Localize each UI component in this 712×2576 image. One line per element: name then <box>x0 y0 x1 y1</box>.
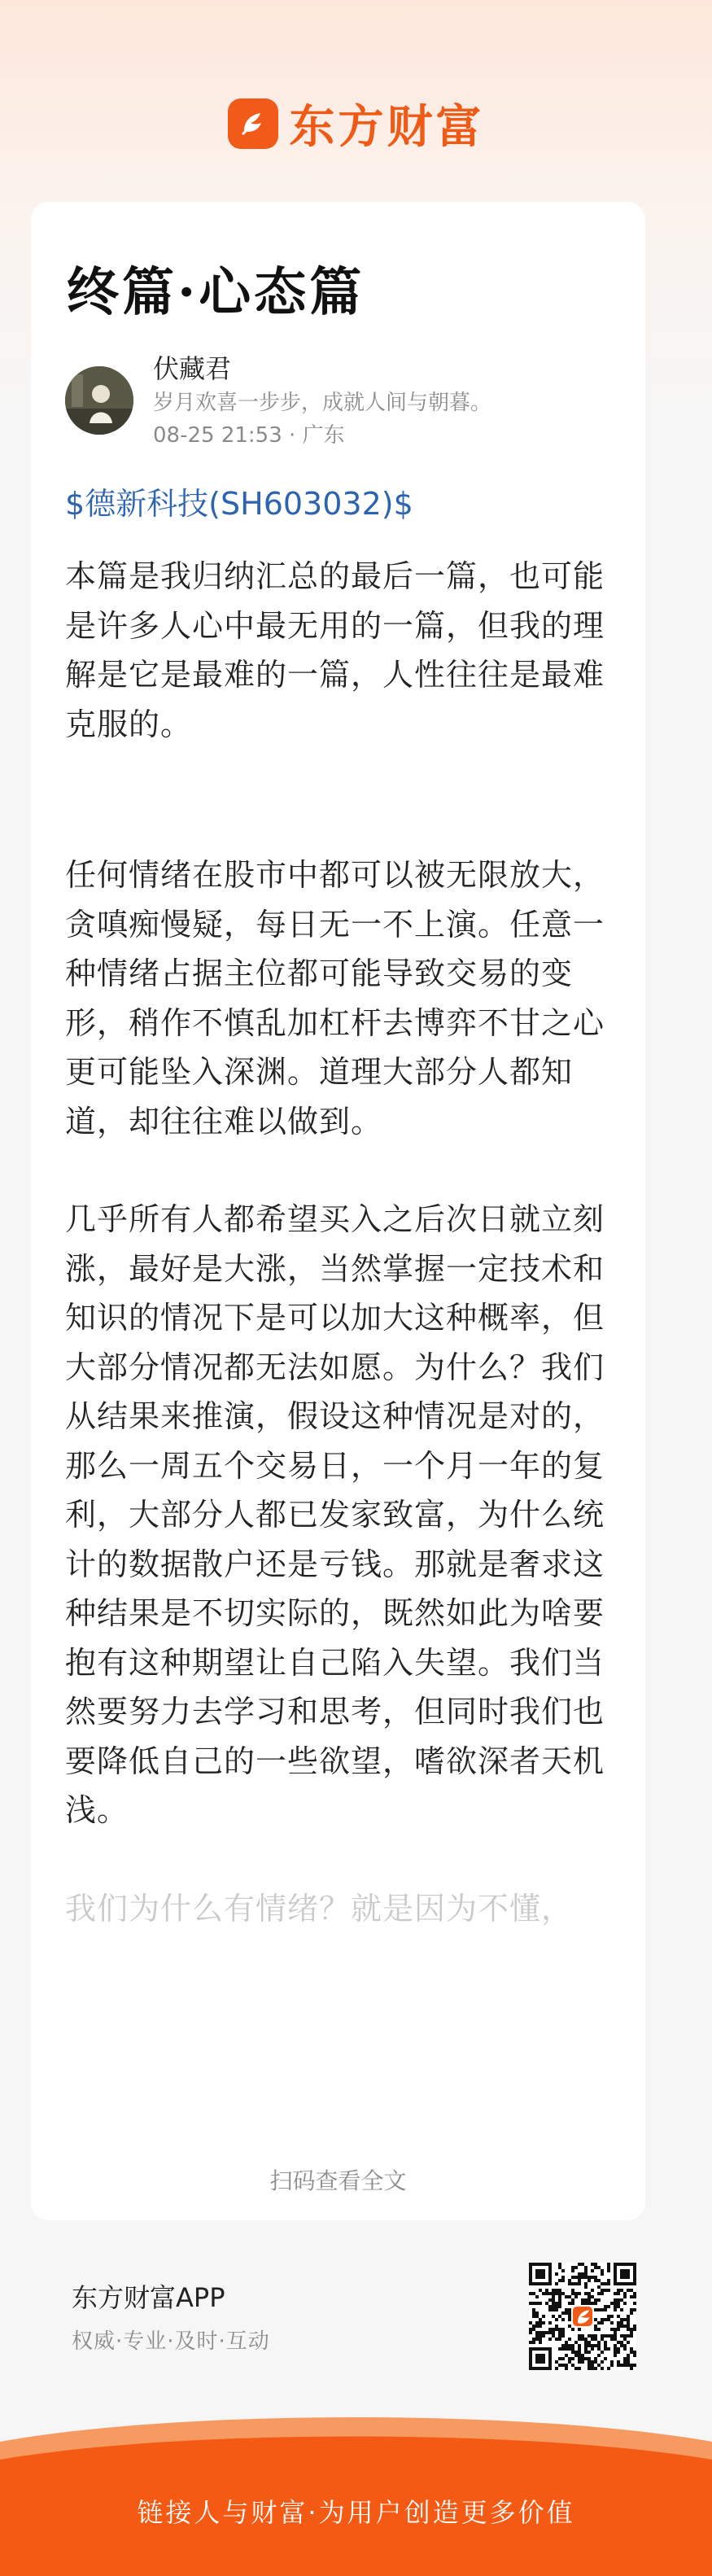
brand-name: 东方财富 <box>289 101 485 154</box>
paragraph: 本篇是我归纳汇总的最后一篇，也可能是许多人心中最无用的一篇，但我的理解是它是最难的一篇，人性往往是最难克服的。 <box>65 558 605 742</box>
author-info <box>65 348 618 446</box>
avatar[interactable] <box>65 366 133 435</box>
paragraph-truncated: 我们为什么有情绪？就是因为不懂， <box>65 1890 574 1927</box>
article-card <box>31 202 645 2220</box>
post-meta: 08-25 21:53 · 广东 <box>153 423 345 448</box>
content-fade <box>31 2033 645 2123</box>
paragraph: 任何情绪在股市中都可以被无限放大，贪嗔痴慢疑，每日无一不上演。任意一种情绪占据主位都可能导致交易的变形，稍作不慎乱加杠杆去博弈不甘之心更可能坠入深渊。道理大部分人都知道，却往往难以做到。 <box>65 857 605 1139</box>
qr-code-icon[interactable] <box>529 2263 636 2370</box>
stock-link[interactable]: $德新科技(SH603032)$ <box>65 486 413 522</box>
app-tags: 权威·专业·及时·互动 <box>72 2329 270 2354</box>
paragraph: 几乎所有人都希望买入之后次日就立刻涨，最好是大涨，当然掌握一定技术和知识的情况下是可以加大这种概率，但大部分情况都无法如愿。为什么？我们从结果来推演，假设这种情况是对的，那么一周五个交易日，一个月一年的复利，大部分人都已发家致富，为什么统计的数据散户还是亏钱。那就是奢求这种结果是不切实际的，既然如此为啥要抱有这种期望让自己陷入失望。我们当然要努力去学习和思考，但同时我们也要降低自己的一些欲望，嗜欲深者天机浅。 <box>65 1201 605 1828</box>
app-name: 东方财富APP <box>72 2282 225 2313</box>
read-more-hint[interactable]: 扫码查看全文 <box>269 2167 407 2194</box>
footer-slogan: 链接人与财富·为用户创造更多价值 <box>137 2497 575 2528</box>
brand-header <box>0 90 712 158</box>
article-title: 终篇·心态篇 <box>67 262 365 323</box>
author-name[interactable]: 伏藏君 <box>153 353 232 384</box>
eastmoney-logo-icon <box>228 98 278 149</box>
article-body <box>65 552 610 1933</box>
author-bio: 岁月欢喜一步步，成就人间与朝暮。 <box>153 391 492 415</box>
